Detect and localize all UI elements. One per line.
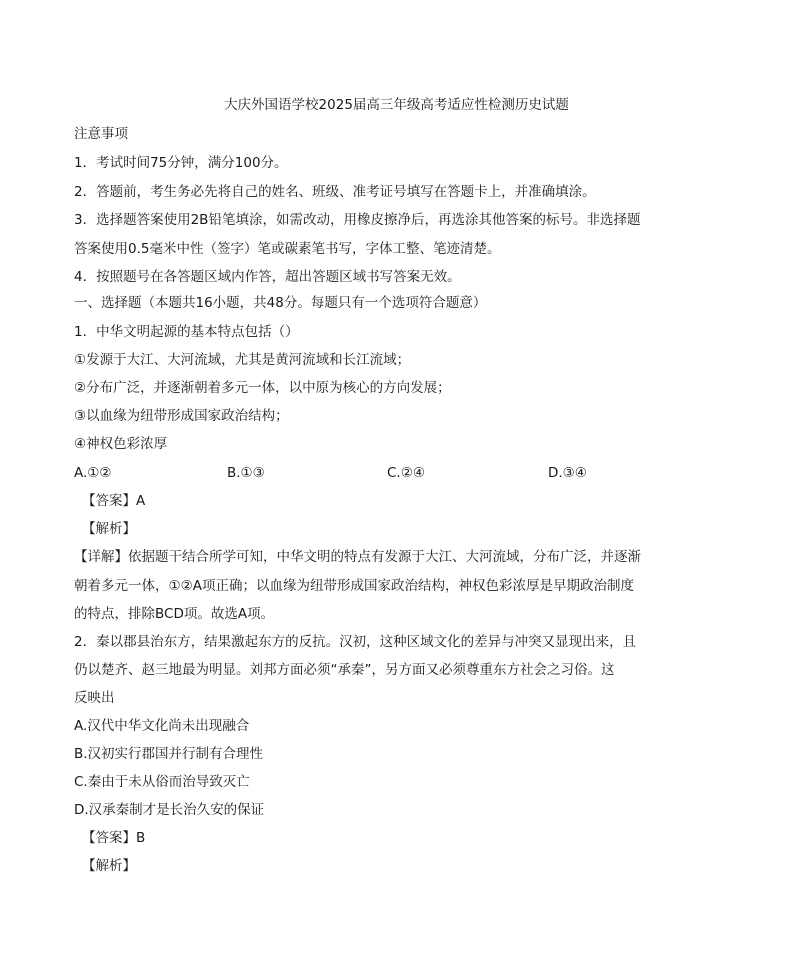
question-1-statement: ②分布广泛，并逐渐朝着多元一体，以中原为核心的方向发展； [74, 380, 451, 396]
question-1-option-a: A.①② [74, 465, 112, 481]
question-1-statement: ③以血缘为纽带形成国家政治结构； [74, 408, 289, 424]
notice-item: 4．按照题号在各答题区域内作答，超出答题区域书写答案无效。 [74, 269, 461, 285]
notice-item: 答案使用0.5毫米中性（签字）笔或碳素笔书写，字体工整、笔迹清楚。 [74, 241, 501, 257]
question-1-analysis: 【解析】 [82, 521, 136, 537]
question-2-stem: 2．秦以郡县治东方，结果激起东方的反抗。汉初，这种区域文化的差异与冲突又显现出来，且 [74, 634, 637, 650]
question-2-option-d: D.汉承秦制才是长治久安的保证 [74, 802, 265, 818]
question-2-stem: 仍以楚齐、赵三地最为明显。刘邦方面必须“承秦”，另方面又必须尊重东方社会之习俗。这 [74, 662, 615, 678]
notice-item: 1．考试时间75分钟，满分100分。 [74, 155, 288, 171]
exam-title: 大庆外国语学校2025届高三年级高考适应性检测历史试题 [224, 97, 569, 113]
question-2-option-b: B.汉初实行郡国并行制有合理性 [74, 746, 264, 762]
question-1-detail: 【详解】依据题干结合所学可知，中华文明的特点有发源于大江、大河流域，分布广泛，并逐渐 [74, 549, 641, 565]
question-1-detail: 的特点，排除BCD项。故选A项。 [74, 606, 275, 622]
notice-heading: 注意事项 [74, 126, 128, 142]
notice-item: 2．答题前，考生务必先将自己的姓名、班级、准考证号填写在答题卡上，并准确填涂。 [74, 184, 596, 200]
question-1-statement: ④神权色彩浓厚 [74, 436, 168, 452]
question-2-stem: 反映出 [74, 690, 115, 706]
notice-item: 3．选择题答案使用2B铅笔填涂，如需改动，用橡皮擦净后，再选涂其他答案的标号。非选择题 [74, 212, 641, 228]
question-2-option-a: A.汉代中华文化尚未出现融合 [74, 718, 250, 734]
question-1-stem: 1．中华文明起源的基本特点包括（） [74, 324, 299, 340]
section-heading: 一、选择题（本题共16小题，共48分。每题只有一个选项符合题意） [74, 295, 487, 311]
question-2-option-c: C.秦由于未从俗而治导致灭亡 [74, 774, 250, 790]
question-1-detail: 朝着多元一体，①②A项正确；以血缘为纽带形成国家政治结构，神权色彩浓厚是早期政治制度 [74, 578, 634, 594]
question-1-option-b: B.①③ [227, 465, 265, 481]
question-1-statement: ①发源于大江、大河流域，尤其是黄河流域和长江流域； [74, 352, 411, 368]
question-1-answer: 【答案】A [82, 493, 146, 509]
question-1-option-c: C.②④ [387, 465, 425, 481]
question-2-answer: 【答案】B [82, 830, 146, 846]
question-1-option-d: D.③④ [548, 465, 587, 481]
question-2-analysis: 【解析】 [82, 858, 136, 874]
